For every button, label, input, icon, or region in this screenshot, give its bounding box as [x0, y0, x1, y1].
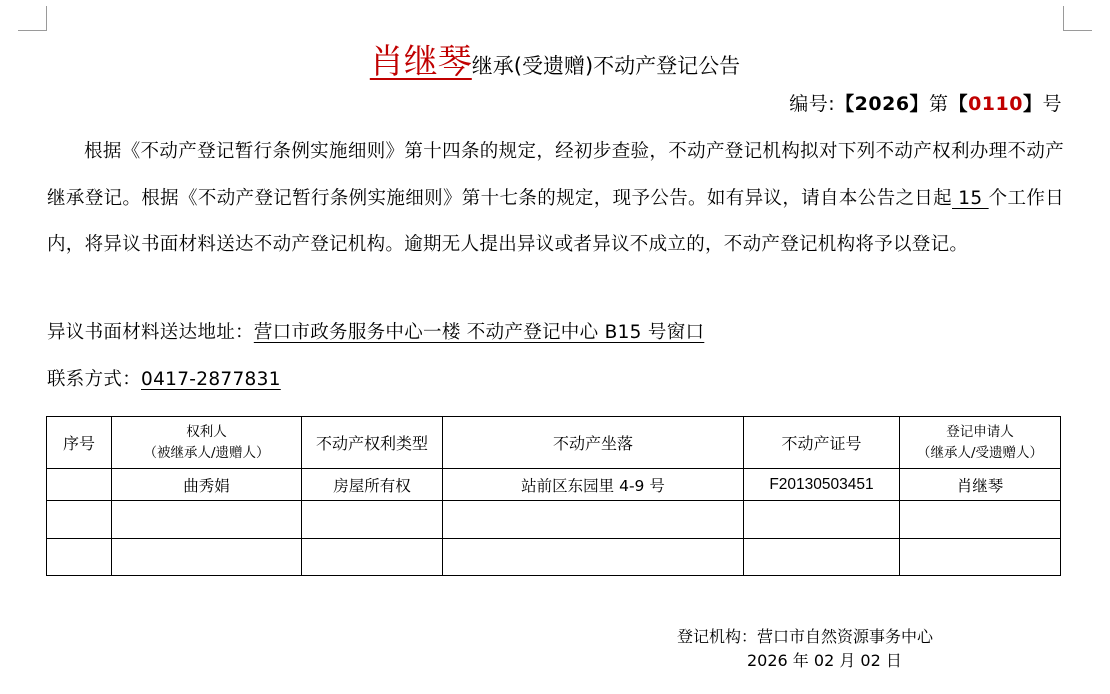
table-row — [47, 539, 1061, 576]
cell-applicant — [900, 501, 1061, 539]
notice-paragraph — [47, 129, 1064, 269]
table-row — [47, 469, 1061, 501]
notice-date: 2026 年 02 月 02 日 — [747, 651, 902, 670]
notice-title — [0, 34, 1110, 83]
cell-cert — [744, 539, 900, 576]
contact-line — [47, 365, 281, 391]
title-name: 肖继琴 — [369, 42, 472, 82]
property-table — [46, 416, 1061, 576]
table-row — [47, 501, 1061, 539]
cell-seq — [47, 539, 112, 576]
page-corner-mark-top-right — [1063, 6, 1092, 31]
cell-cert: F20130503451 — [744, 469, 900, 501]
cell-type — [302, 539, 443, 576]
days-count: 15 — [952, 187, 989, 209]
cell-type — [302, 501, 443, 539]
doc-year: 【2026】 — [835, 93, 930, 115]
header-location: 不动产坐落 — [443, 417, 744, 469]
address-value: 营口市政务服务中心一楼 不动产登记中心 B15 号窗口 — [253, 322, 705, 343]
doc-close-bracket: 】 — [1022, 93, 1043, 115]
page-corner-mark-top-left — [18, 6, 47, 31]
header-seq: 序号 — [47, 417, 112, 469]
notice-body — [47, 129, 1064, 269]
document-number — [789, 89, 1062, 116]
doc-number-value: 0110 — [968, 93, 1023, 115]
cell-type: 房屋所有权 — [302, 469, 443, 501]
doc-label: 编号: — [789, 93, 836, 115]
title-text: 继承(受遗赠)不动产登记公告 — [471, 54, 741, 78]
doc-di: 第 — [929, 93, 949, 115]
cell-applicant — [900, 539, 1061, 576]
cell-owner — [112, 539, 302, 576]
contact-label: 联系方式： — [47, 369, 142, 390]
cell-location — [443, 539, 744, 576]
cell-owner: 曲秀娟 — [112, 469, 302, 501]
doc-open-bracket: 【 — [948, 93, 969, 115]
table-header-row — [47, 417, 1061, 469]
contact-value: 0417-2877831 — [141, 369, 281, 390]
cell-location — [443, 501, 744, 539]
cell-location: 站前区东园里 4-9 号 — [443, 469, 744, 501]
cell-seq — [47, 501, 112, 539]
doc-hao: 号 — [1042, 93, 1062, 115]
cell-owner — [112, 501, 302, 539]
registration-authority: 登记机构：营口市自然资源事务中心 — [677, 627, 934, 646]
header-right-type: 不动产权利类型 — [302, 417, 443, 469]
header-owner: 权利人 （被继承人/遗赠人） — [112, 417, 302, 469]
cell-seq — [47, 469, 112, 501]
cell-applicant: 肖继琴 — [900, 469, 1061, 501]
paragraph-part-1: 根据《不动产登记暂行条例实施细则》第十四条的规定，经初步查验，不动产登记机构拟对下列不动产权利办理不动产继承登记。根据《不动产登记暂行条例实施细则》第十七条的规定，现予公告。如有异议，请自本公告之日起 — [47, 141, 1064, 209]
header-applicant: 登记申请人 （继承人/受遗赠人） — [900, 417, 1061, 469]
header-cert-no: 不动产证号 — [744, 417, 900, 469]
cell-cert — [744, 501, 900, 539]
paragraph-part-2: 个工作日内，将异议书面材料送达不动产登记机构。逾期无人提出异议或者异议不成立的，不动产登记机构将予以登记。 — [47, 187, 1065, 255]
objection-address-line — [47, 318, 704, 344]
address-label: 异议书面材料送达地址： — [47, 322, 254, 343]
